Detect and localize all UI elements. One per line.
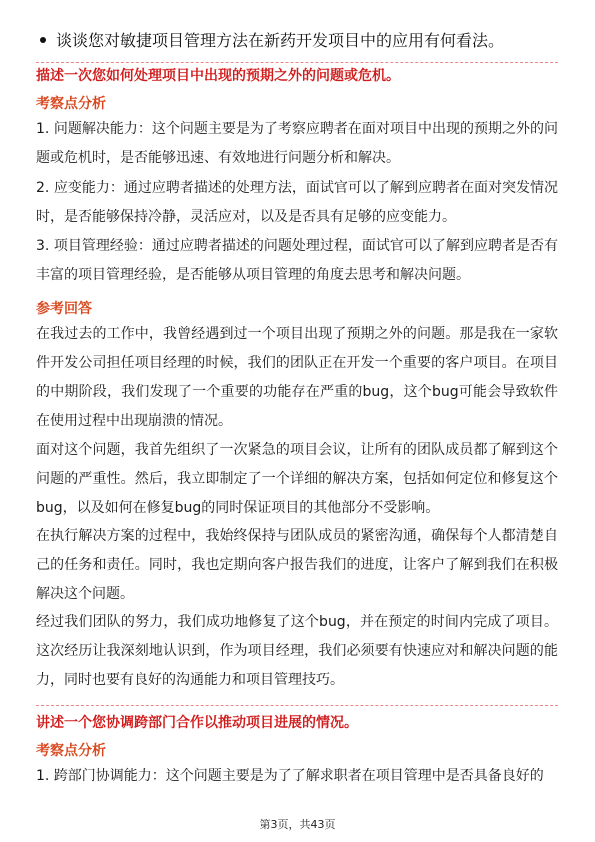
answer-paragraph: 在执行解决方案的过程中，我始终保持与团队成员的紧密沟通，确保每个人都清楚自己的任务和责任。同时，我也定期向客户报告我们的进度，让客户了解到我们在积极解决这个问题。 — [36, 528, 558, 602]
section-divider — [36, 705, 558, 706]
question-title: 讲述一个您协调跨部门合作以推动项目进展的情况。 — [36, 715, 358, 731]
bullet-question — [40, 30, 560, 52]
analysis-heading: 考察点分析 — [36, 743, 106, 759]
bullet-question-text: 谈谈您对敏捷项目管理方法在新药开发项目中的应用有何看法。 — [56, 31, 505, 50]
analysis-item: 2. 应变能力：通过应聘者描述的处理方法，面试官可以了解到应聘者在面对突发情况时，是否能够保持冷静，灵活应对，以及是否具有足够的应变能力。 — [36, 180, 558, 225]
analysis-item: 3. 项目管理经验：通过应聘者描述的问题处理过程，面试官可以了解到应聘者是否有丰富的项目管理经验，是否能够从项目管理的角度去思考和解决问题。 — [36, 238, 558, 283]
answer-paragraph: 经过我们团队的努力，我们成功地修复了这个bug，并在预定的时间内完成了项目。这次经历让我深刻地认识到，作为项目经理，我们必须要有快速应对和解决问题的能力，同时也要有良好的沟通能力和项目管理技巧。 — [36, 614, 558, 688]
analysis-heading: 考察点分析 — [36, 96, 106, 112]
answer-heading: 参考回答 — [36, 301, 92, 317]
answer-paragraph: 面对这个问题，我首先组织了一次紧急的项目会议，让所有的团队成员都了解到这个问题的严重性。然后，我立即制定了一个详细的解决方案，包括如何定位和修复这个bug，以及如何在修复bug的同时保证项目的其他部分不受影响。 — [36, 442, 558, 516]
bullet-icon — [40, 37, 46, 43]
question-title: 描述一次您如何处理项目中出现的预期之外的问题或危机。 — [36, 68, 400, 84]
page-footer: 第3页，共43页 — [259, 818, 336, 831]
analysis-item: 1. 问题解决能力：这个问题主要是为了考察应聘者在面对项目中出现的预期之外的问题或危机时，是否能够迅速、有效地进行问题分析和解决。 — [36, 121, 558, 166]
answer-paragraph: 在我过去的工作中，我曾经遇到过一个项目出现了预期之外的问题。那是我在一家软件开发公司担任项目经理的时候，我们的团队正在开发一个重要的客户项目。在项目的中期阶段，我们发现了一个重要的功能存在严重的bug，这个bug可能会导致软件在使用过程中出现崩溃的情况。 — [36, 326, 558, 429]
analysis-item: 1. 跨部门协调能力：这个问题主要是为了了解求职者在项目管理中是否具备良好的 — [36, 768, 544, 784]
section-divider — [36, 62, 558, 63]
